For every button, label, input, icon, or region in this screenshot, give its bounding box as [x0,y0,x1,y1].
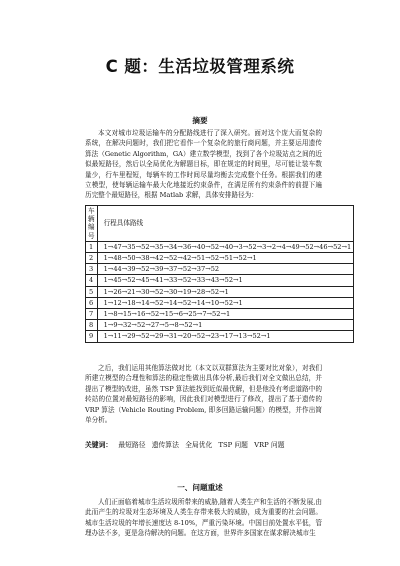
vehicle-number-header: 车 辆 编 号 [86,206,98,242]
vehicle-number-cell: 3 [86,264,98,275]
table-row [86,331,354,342]
vehicle-number-cell: 6 [86,297,98,308]
keywords-line [85,440,322,450]
keyword: VRP 问题 [254,441,285,449]
conclusion-paragraph: 之后，我们运用其他算法做对比（本文以双群算法为主要对比对象），对我们所建立模型的合理性和算法的稳定性做出具体分析,最后我们对全文做出总结，并提出了模型的改进，虽然 TSP 算法能找到近似最优解，但是他没有考虑道路中的转站的位置对最短路径的影响，因此我们对模型进行了修改，提出了基于遗传的 VRP 算法（Vehicle Routing Problem, 即多回路运输问题）的模型，并作出简单分析。 [85,364,322,425]
table-row [86,320,354,331]
route-cell: 1→26→21→30→52→30→19→28→52→1 [97,286,354,297]
route-cell: 1→8→15→16→52→15→6→25→7→52→1 [97,309,354,320]
abstract-paragraph: 本文对城市垃圾运输车的分配路线进行了深入研究。面对这个庞大而复杂的系统，在解决问题时，我们把它看作一个复杂化的旅行商问题，并主要运用遗传算法（Genetic Algorithm，GA）建立数学模型，找到了各个垃圾站点之间的近似最短路径，然后以全局优化为解题目标，即在规定的时间里，尽可能让装车数量少，行车里程短，每辆车的工作时间尽量均衡去完成整个任务。根据我们的建立模型，使每辆运输车最大化地接近约束条件，在满足所有约束条件的前提下遍历完整个最短路径，根据 Matlab 求解，具体安排路径为： [85,129,322,200]
route-cell: 1→9→32→52→27→5→8→52→1 [97,320,354,331]
route-table-header-row [86,206,354,242]
vehicle-number-cell: 5 [86,286,98,297]
route-cell: 1→47→35→52→35→34→36→40→52→40→3→52→3→2→4→49→52→46→52→1 [97,241,354,252]
keyword: 全局优化 [185,441,213,449]
keyword: 遗传算法 [151,441,179,449]
section-heading: 一、问题重述 [177,483,223,492]
route-table [85,205,354,343]
section-paragraph: 人们正面临着城市生活垃圾所带来的威胁,随着人类生产和生活的不断发展,由此而产生的垃圾对生态环境及人类生存带来极大的威胁，成为重要的社会问题。城市生活垃圾的年增长速度达 8-10%，严重污染环境。中国目前处置水平低，管理办法不多，更是急待解决的问题。在这方面，世界许多国家在谋求解决城市生 [85,498,322,538]
table-row [86,253,354,264]
vehicle-number-cell: 7 [86,309,98,320]
route-cell: 1→11→29→52→29→31→20→52→23→17→13→52→1 [97,331,354,342]
table-row [86,286,354,297]
vehicle-number-cell: 4 [86,275,98,286]
route-cell: 1→48→50→38→42→52→42→51→52→51→52→1 [97,253,354,264]
keywords-label: 关键词： [85,441,113,449]
table-row [86,275,354,286]
keyword: TSP 问题 [218,441,248,449]
table-row [86,309,354,320]
abstract-heading: 摘要 [192,116,208,125]
vehicle-number-cell: 1 [86,241,98,252]
route-header: 行程具体路线 [97,206,354,242]
vehicle-number-cell: 9 [86,331,98,342]
route-cell: 1→45→52→45→41→33→52→33→43→52→1 [97,275,354,286]
paper-title: C 题：生活垃圾管理系统 [105,57,295,76]
table-row [86,264,354,275]
route-cell: 1→44→39→52→39→37→52→37→52 [97,264,354,275]
table-row [86,241,354,252]
vehicle-number-cell: 8 [86,320,98,331]
vehicle-number-cell: 2 [86,253,98,264]
route-cell: 1→12→18→14→52→14→52→14→10→52→1 [97,297,354,308]
table-row [86,297,354,308]
keyword: 最短路径 [118,441,146,449]
